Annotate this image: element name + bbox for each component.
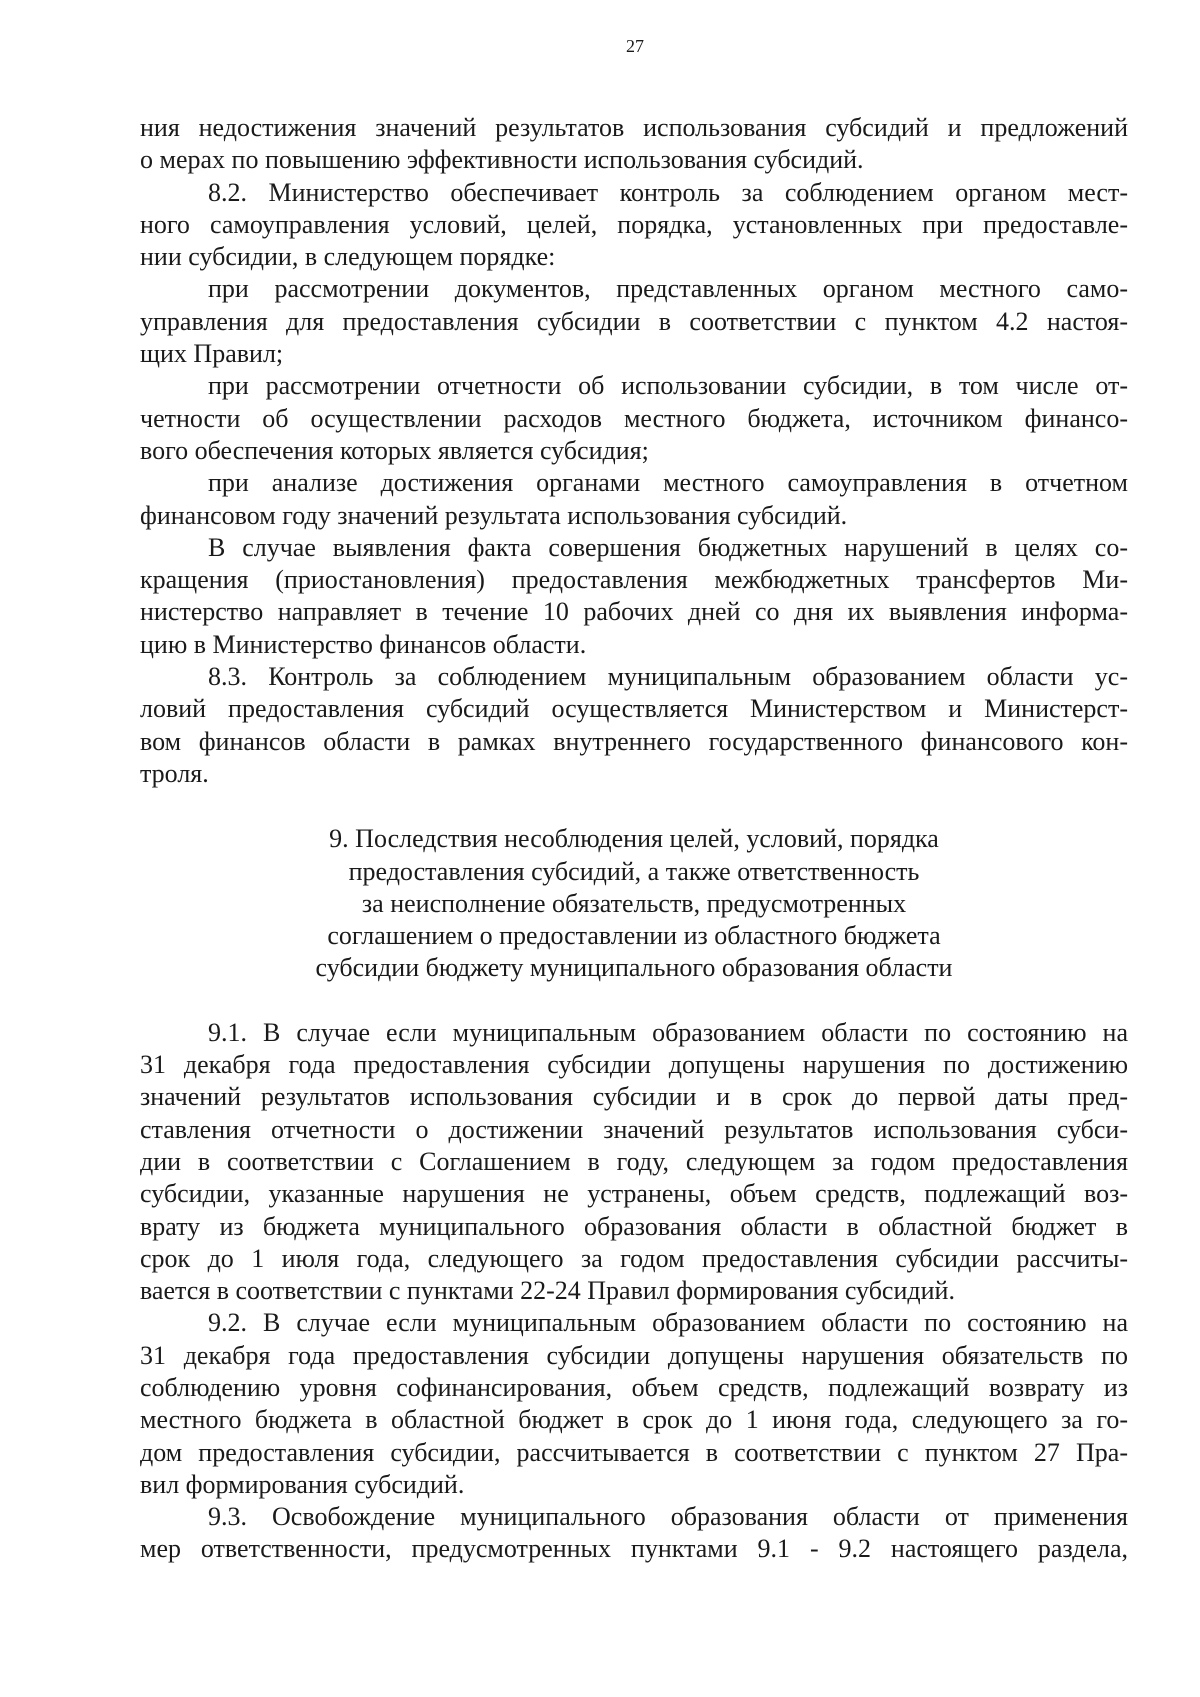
text-line: 31 декабря года предоставления субсидии допущены нарушения обязательств по (140, 1340, 1128, 1370)
text-line: вил формирования субсидий. (140, 1469, 465, 1499)
paragraph-9-1 (140, 1017, 1128, 1308)
text-line: при анализе достижения органами местного самоуправления в отчетном (208, 468, 1128, 498)
text-line: 9.1. В случае если муниципальным образованием области по состоянию на (208, 1017, 1128, 1047)
text-line: субсидии, указанные нарушения не устранены, объем средств, подлежащий воз- (140, 1179, 1128, 1209)
paragraph-violations (140, 532, 1128, 661)
text-line: ния недостижения значений результатов использования субсидий и предложений (140, 113, 1128, 142)
text-line: В случае выявления факта совершения бюджетных нарушений в целях со- (208, 532, 1128, 562)
paragraph-item-reports (140, 370, 1128, 467)
paragraph-item-analysis (140, 467, 1128, 532)
heading-line: 9. Последствия несоблюдения целей, условий, порядка (329, 824, 939, 854)
text-line: 8.2. Министерство обеспечивает контроль за соблюдением органом мест- (208, 177, 1128, 207)
text-line: значений результатов использования субсидии и в срок до первой даты пред- (140, 1082, 1128, 1112)
text-line: соблюдению уровня софинансирования, объем средств, подлежащий возврату из (140, 1372, 1128, 1402)
page-number: 27 (626, 36, 644, 56)
text-line: 31 декабря года предоставления субсидии допущены нарушения по достижению (140, 1050, 1128, 1080)
heading-line: соглашением о предоставлении из областного бюджета (327, 921, 941, 951)
document-body (140, 112, 1128, 1566)
text-line: дом предоставления субсидии, рассчитывается в соответствии с пунктом 27 Пра- (140, 1437, 1128, 1467)
section-9-heading (140, 823, 1128, 984)
text-line: щих Правил; (140, 339, 284, 369)
text-line: ловий предоставления субсидий осуществляется Министерством и Министерст- (140, 694, 1128, 724)
paragraph-item-documents (140, 273, 1128, 370)
text-line: нистерство направляет в течение 10 рабочих дней со дня их выявления информа- (140, 597, 1128, 627)
heading-line: субсидии бюджету муниципального образования области (315, 953, 953, 983)
text-line: о мерах по повышению эффективности использования субсидий. (140, 145, 864, 175)
text-line: при рассмотрении документов, представленных органом местного само- (208, 274, 1128, 304)
paragraph-continuation (140, 112, 1128, 177)
text-line: финансовом году значений результата использования субсидий. (140, 500, 848, 530)
heading-line: предоставления субсидий, а также ответственность (348, 856, 920, 886)
paragraph-9-2 (140, 1307, 1128, 1501)
text-line: мер ответственности, предусмотренных пунктами 9.1 - 9.2 настоящего раздела, (140, 1534, 1128, 1564)
text-line: вается в соответствии с пунктами 22-24 Правил формирования субсидий. (140, 1276, 955, 1306)
text-line: вом финансов области в рамках внутреннего государственного финансового кон- (140, 726, 1128, 756)
text-line: цию в Министерство финансов области. (140, 629, 587, 659)
text-line: ставления отчетности о достижении значений результатов использования субси- (140, 1114, 1128, 1144)
text-line: местного бюджета в областной бюджет в срок до 1 июня года, следующего за го- (140, 1405, 1128, 1435)
text-line: врату из бюджета муниципального образования области в областной бюджет в (140, 1211, 1128, 1241)
text-line: 9.3. Освобождение муниципального образования области от применения (208, 1502, 1128, 1532)
text-line: ного самоуправления условий, целей, порядка, установленных при предоставле- (140, 209, 1128, 239)
text-line: кращения (приостановления) предоставления межбюджетных трансфертов Ми- (140, 565, 1128, 595)
text-line: 8.3. Контроль за соблюдением муниципальным образованием области ус- (208, 662, 1128, 692)
text-line: троля. (140, 758, 209, 788)
paragraph-9-3 (140, 1501, 1128, 1566)
text-line: при рассмотрении отчетности об использовании субсидии, в том числе от- (208, 371, 1128, 401)
text-line: управления для предоставления субсидии в соответствии с пунктом 4.2 настоя- (140, 306, 1128, 336)
text-line: вого обеспечения которых является субсидия; (140, 435, 649, 465)
text-line: нии субсидии, в следующем порядке: (140, 242, 556, 272)
text-line: дии в соответствии с Соглашением в году, следующем за годом предоставления (140, 1146, 1128, 1176)
text-line: срок до 1 июля года, следующего за годом предоставления субсидии рассчиты- (140, 1243, 1128, 1273)
paragraph-8-3 (140, 661, 1128, 790)
text-line: четности об осуществлении расходов местного бюджета, источником финансо- (140, 403, 1128, 433)
text-line: 9.2. В случае если муниципальным образованием области по состоянию на (208, 1308, 1128, 1338)
heading-line: за неисполнение обязательств, предусмотренных (361, 888, 907, 918)
paragraph-8-2 (140, 177, 1128, 274)
